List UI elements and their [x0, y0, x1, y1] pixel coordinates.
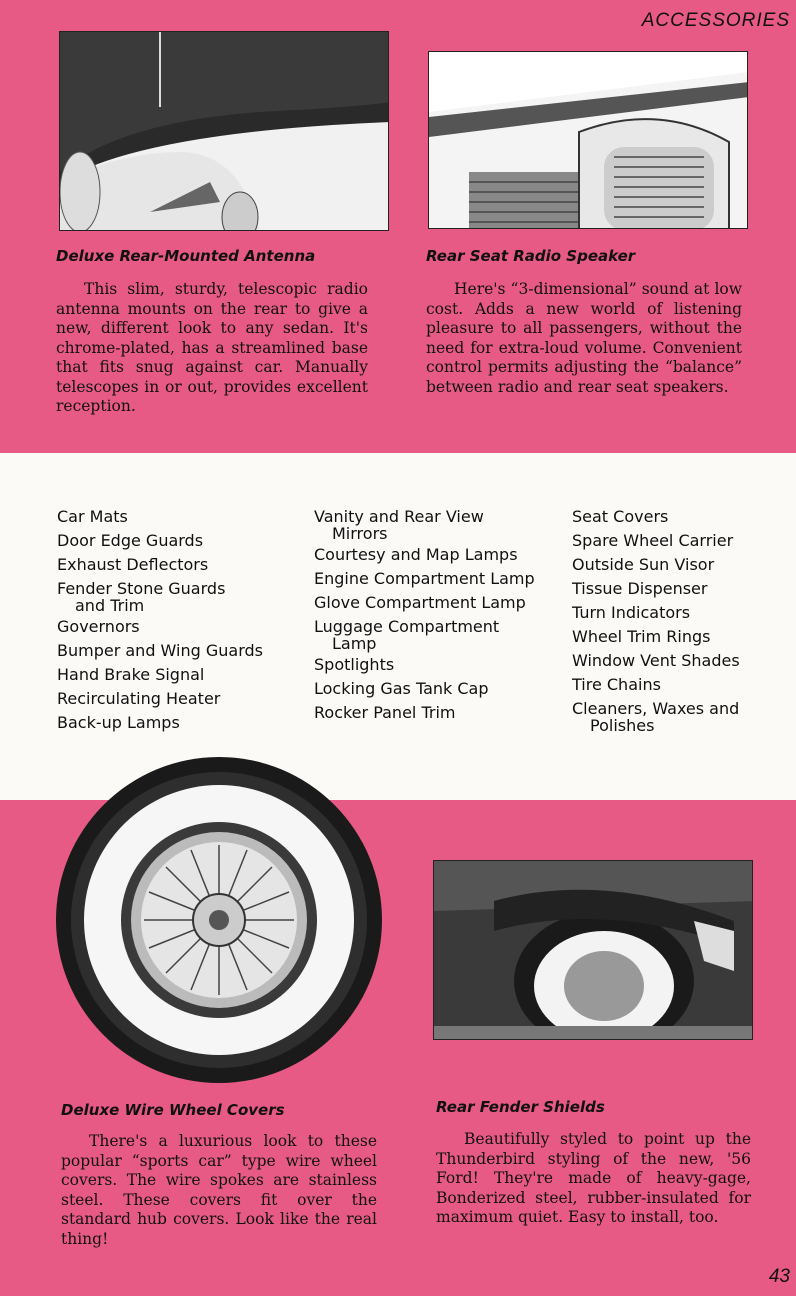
- list-item: Vanity and Rear View Mirrors: [314, 507, 484, 543]
- antenna-photo: [59, 31, 389, 231]
- list-item: Fender Stone Guards and Trim: [57, 579, 226, 615]
- antenna-description: This slim, sturdy, telescopic radio antenna mounts on the rear to give a new, different look to any sedan. It's chrome-plated, has a streamlined base that fits snug against car. Manually telescopes in or out, provides excellent reception.: [56, 280, 368, 415]
- list-item: Courtesy and Map Lamps: [314, 545, 518, 564]
- list-item: Car Mats: [57, 507, 128, 526]
- list-item: Spare Wheel Carrier: [572, 531, 734, 550]
- list-item: Exhaust Deflectors: [57, 555, 209, 574]
- list-item: Turn Indicators: [572, 603, 691, 622]
- wire-wheel-caption: Deluxe Wire Wheel Covers: [61, 1101, 285, 1119]
- list-item: Seat Covers: [572, 507, 669, 526]
- list-item: Luggage Compartment Lamp: [314, 617, 500, 653]
- accessory-list-col3: [572, 505, 782, 735]
- list-item: Hand Brake Signal: [57, 665, 205, 684]
- list-item: Recirculating Heater: [57, 689, 221, 708]
- list-item: Tissue Dispenser: [572, 579, 708, 598]
- list-item: Bumper and Wing Guards: [57, 641, 263, 660]
- section-header: ACCESSORIES: [641, 10, 790, 31]
- list-item: Rocker Panel Trim: [314, 703, 456, 722]
- fender-shield-photo: [433, 860, 753, 1040]
- fender-shield-caption: Rear Fender Shields: [436, 1098, 605, 1116]
- speaker-caption: Rear Seat Radio Speaker: [426, 247, 636, 265]
- page-number: 43: [768, 1266, 790, 1287]
- list-item: Cleaners, Waxes and Polishes: [572, 699, 740, 735]
- list-item: Wheel Trim Rings: [572, 627, 711, 646]
- list-item: Locking Gas Tank Cap: [314, 679, 489, 698]
- list-item: Window Vent Shades: [572, 651, 740, 670]
- accessory-list-col2: [314, 505, 554, 725]
- accessory-list-col1: [57, 505, 287, 735]
- list-item: Engine Compartment Lamp: [314, 569, 535, 588]
- speaker-photo: [428, 51, 748, 229]
- list-item: Door Edge Guards: [57, 531, 204, 550]
- antenna-caption: Deluxe Rear-Mounted Antenna: [56, 247, 316, 265]
- speaker-description: Here's “3-dimensional” sound at low cost. Adds a new world of listening pleasure to all passengers, without the need for extra-loud volume. Convenient control permits adjusting the “balance” between radio and rear seat speakers.: [426, 280, 742, 396]
- fender-shield-description: Beautifully styled to point up the Thunderbird styling of the new, '56 Ford! They're made of heavy-gage, Bonderized steel, rubber-insulated for maximum quiet. Easy to install, too.: [436, 1130, 751, 1226]
- list-item: Spotlights: [314, 655, 395, 674]
- list-item: Outside Sun Visor: [572, 555, 715, 574]
- list-item: Back-up Lamps: [57, 713, 180, 732]
- wire-wheel-photo: [54, 755, 384, 1085]
- list-item: Glove Compartment Lamp: [314, 593, 526, 612]
- list-item: Governors: [57, 617, 140, 636]
- wire-wheel-description: There's a luxurious look to these popular “sports car” type wire wheel covers. The wire spokes are stainless steel. These covers fit over the standard hub covers. Look like the real thing!: [61, 1132, 377, 1248]
- list-item: Tire Chains: [572, 675, 661, 694]
